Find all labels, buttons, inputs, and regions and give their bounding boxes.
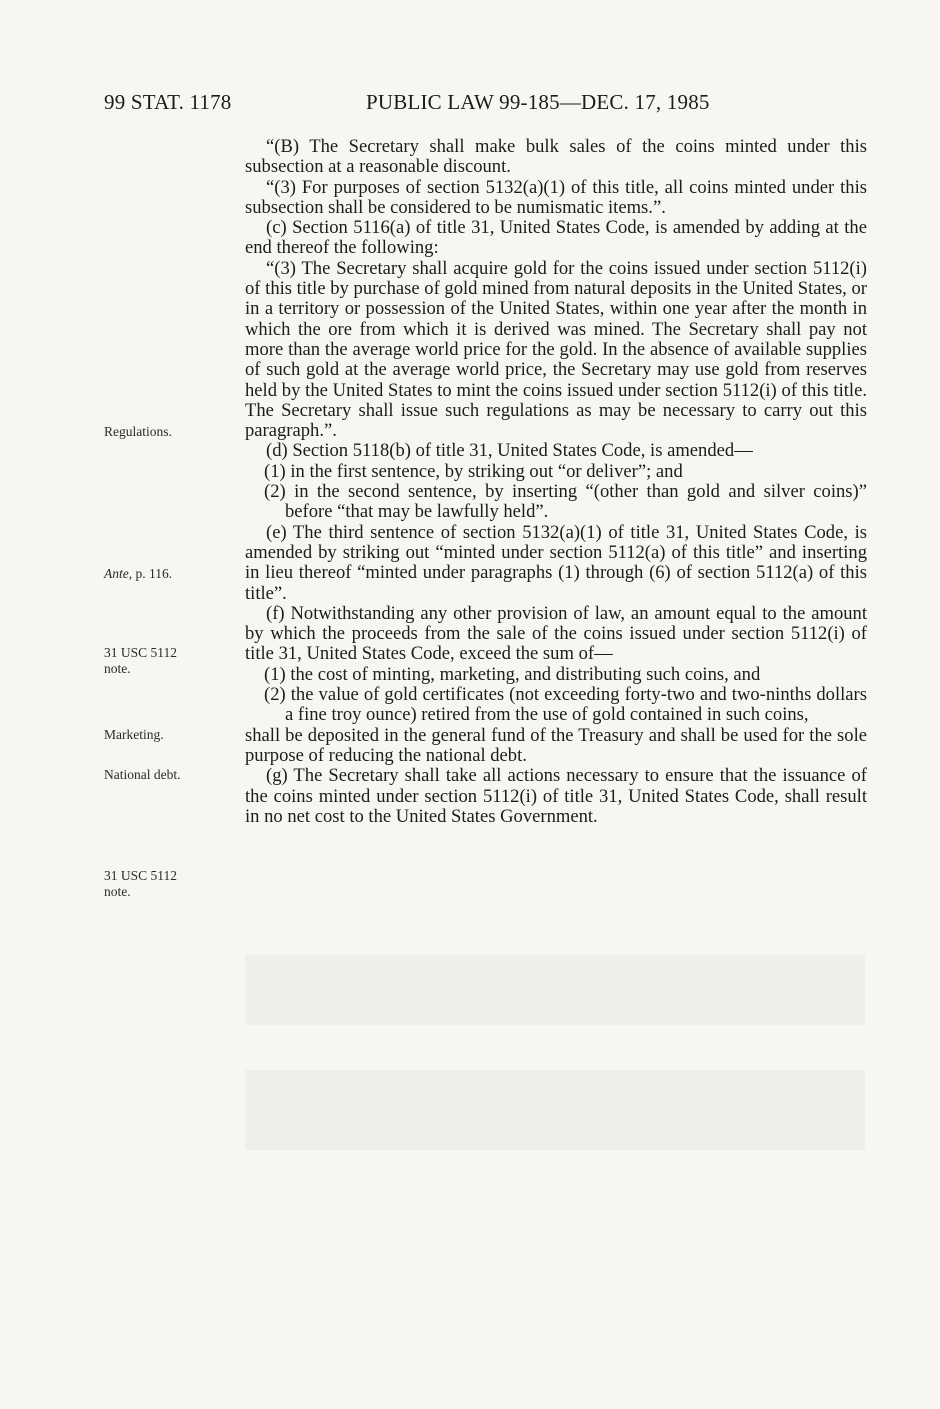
paragraph-3-acquire-gold: “(3) The Secretary shall acquire gold for the coins issued under section 5112(i) of this title by purchase of gold mined from natural deposits in the United States, or in a territory or possession of the United States, within one year after the month in which the ore from which it is derived was mined. The Secretary shall pay not more than the average world price for the gold. In the absence of available supplies of such gold at the average world price, the Secretary may use gold from reserves held by the United States to mint the coins issued under section 5112(i) of this title. The Secretary shall issue such regulations as may be necessary to carry out this paragraph.”. (245, 257, 867, 442)
margin-note-marketing (104, 727, 164, 743)
margin-note-line: 31 USC 5112 (104, 868, 178, 883)
subsection-g: (g) The Secretary shall take all actions necessary to ensure that the issuance of the coins minted under section 5112(i) of title 31, United States Code, shall result in no net cost to the United States Government. (245, 765, 867, 827)
margin-note-regulations (104, 424, 172, 440)
subsection-f-conclusion: shall be deposited in the general fund of the Treasury and shall be used for the sole purpose of reducing the national debt. (245, 724, 867, 766)
bleed-through-block (245, 1070, 865, 1150)
running-head: PUBLIC LAW 99-185—DEC. 17, 1985 (366, 90, 710, 114)
subsection-f-item-2: (2) the value of gold certificates (not exceeding forty-two and two-ninths dollars a fine troy ounce) retired from the use of gold contained in such coins, (264, 684, 867, 726)
subsection-f: (f) Notwithstanding any other provision of law, an amount equal to the amount by which the proceeds from the sale of the coins issued under section 5112(i) of title 31, United States Code, exceed the sum of— (245, 602, 867, 665)
stat-page-number: 99 STAT. 1178 (104, 90, 232, 114)
paragraph-b-bulk-sales: “(B) The Secretary shall make bulk sales of the coins minted under this subsection at a reasonable discount. (245, 136, 867, 178)
margin-note-text: Regulations. (104, 424, 172, 439)
subsection-d-item-1: (1) in the first sentence, by striking out “or deliver”; and (264, 460, 683, 482)
margin-note-text: National debt. (104, 767, 181, 782)
margin-note-usc-1 (104, 645, 177, 677)
margin-note-text: Marketing. (104, 727, 164, 742)
paragraph-3-numismatic: “(3) For purposes of section 5132(a)(1) of this title, all coins minted under this subsection shall be considered to be numismatic items.”. (245, 176, 867, 218)
bleed-through-block (245, 955, 865, 1025)
margin-note-national-debt (104, 767, 180, 783)
subsection-c: (c) Section 5116(a) of title 31, United States Code, is amended by adding at the end thereof the following: (245, 217, 867, 259)
margin-note-line: 31 USC 5112 (104, 645, 178, 660)
margin-note-ante (104, 566, 172, 582)
margin-note-italic: Ante, (104, 566, 133, 581)
subsection-e: (e) The third sentence of section 5132(a)(1) of title 31, United States Code, is amended by striking out “minted under section 5112(a) of this title” and inserting in lieu thereof “minted under paragraphs (1) through (6) of section 5112(a) of this title”. (245, 521, 867, 604)
subsection-f-item-1: (1) the cost of minting, marketing, and distributing such coins, and (264, 663, 761, 685)
margin-note-line: note. (104, 661, 131, 676)
margin-note-line: note. (104, 884, 131, 899)
subsection-d-item-2: (2) in the second sentence, by inserting “(other than gold and silver coins)” before “that may be lawfully held”. (264, 481, 867, 523)
margin-note-text: p. 116. (132, 566, 173, 581)
statute-body (245, 137, 867, 827)
margin-note-usc-2 (104, 868, 177, 900)
subsection-d: (d) Section 5118(b) of title 31, United States Code, is amended— (266, 440, 753, 462)
